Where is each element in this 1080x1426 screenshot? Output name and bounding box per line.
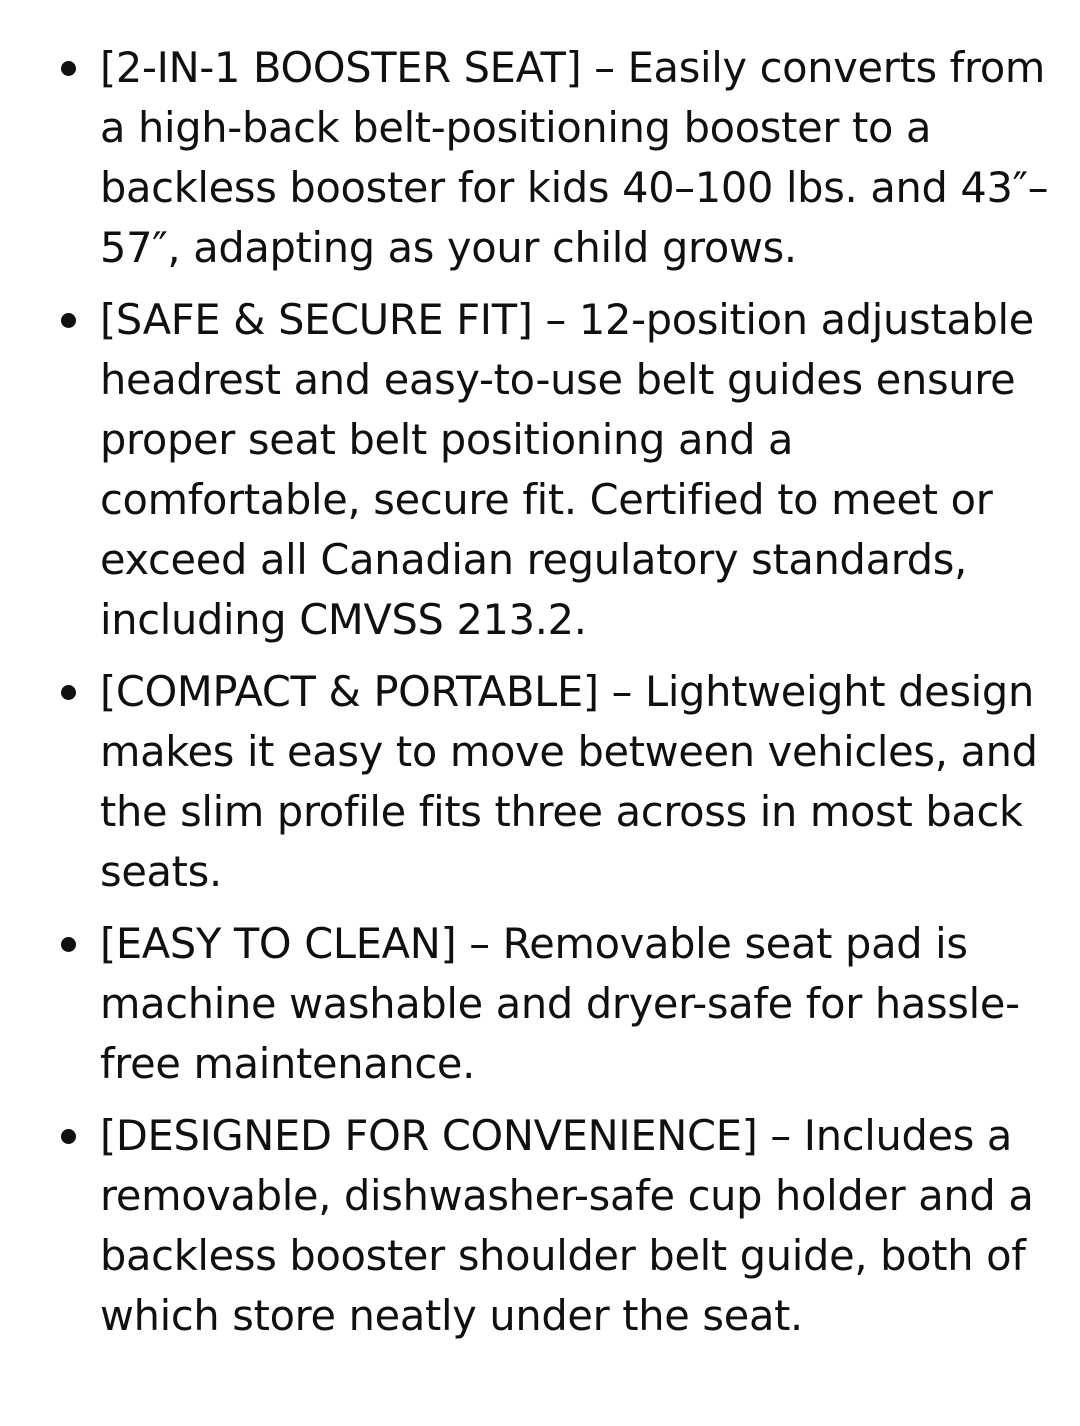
- feature-bullet: [0, 290, 1080, 650]
- feature-bullet-text: [2-IN-1 BOOSTER SEAT] – Easily converts from a high-back belt-positioning booster to a backless booster for kids 40–100 lbs. and 43″–57″, adapting as your child grows.: [100, 43, 1049, 272]
- bullet-dot-icon: [61, 1129, 76, 1144]
- feature-bullet-text: [SAFE & SECURE FIT] – 12-position adjustable headrest and easy-to-use belt guides ensure proper seat belt positioning and a comfortable, secure fit. Certified to meet or exceed all Canadian regulatory standards, including CMVSS 213.2.: [100, 295, 1034, 644]
- feature-bullet-text: [COMPACT & PORTABLE] – Lightweight design makes it easy to move between vehicles, and the slim profile fits three across in most back seats.: [100, 667, 1038, 896]
- feature-bullet-list: [0, 38, 1080, 1358]
- feature-bullet: [0, 662, 1080, 902]
- feature-bullet-text: [DESIGNED FOR CONVENIENCE] – Includes a removable, dishwasher-safe cup holder and a backless booster shoulder belt guide, both of which store neatly under the seat.: [100, 1111, 1034, 1340]
- bullet-dot-icon: [61, 61, 76, 76]
- feature-bullet-text: [EASY TO CLEAN] – Removable seat pad is machine washable and dryer-safe for hassle-free maintenance.: [100, 919, 1020, 1088]
- feature-bullet: [0, 38, 1080, 278]
- bullet-dot-icon: [61, 313, 76, 328]
- bullet-dot-icon: [61, 937, 76, 952]
- bullet-dot-icon: [61, 685, 76, 700]
- feature-bullet: [0, 1106, 1080, 1346]
- feature-bullet: [0, 914, 1080, 1094]
